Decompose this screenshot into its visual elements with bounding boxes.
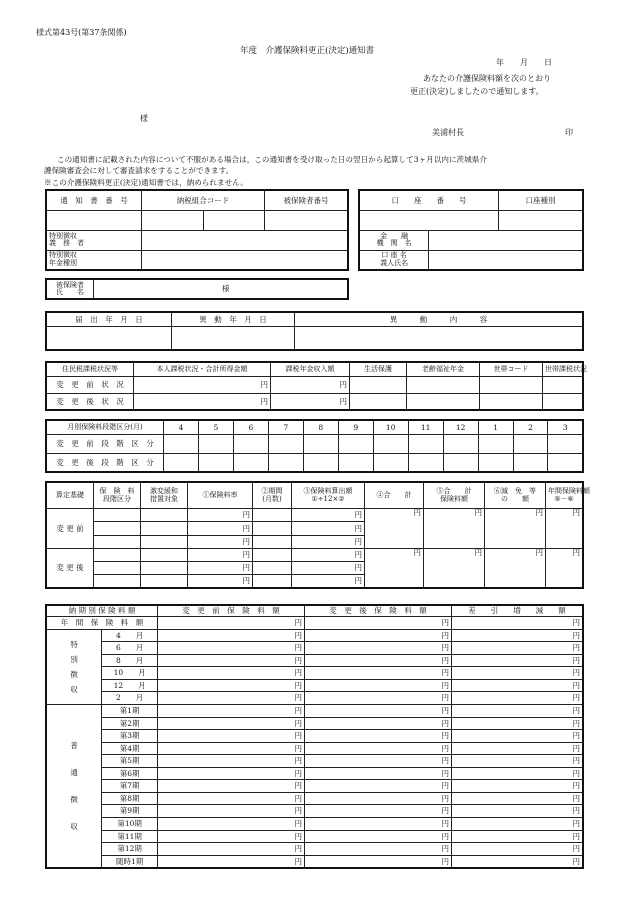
month-9: 1 — [478, 420, 513, 434]
pay-yen: 円 — [305, 818, 452, 831]
normal-char: 収 — [70, 821, 78, 831]
insured-no-header: 被保険者番号 — [265, 190, 349, 210]
pay-yen: 円 — [158, 629, 305, 642]
normal-char: 通 — [70, 767, 78, 777]
calc-header-6: ④合 計 — [365, 482, 424, 509]
notice-no-header: 通 知 書 番 号 — [46, 190, 142, 210]
account-type-header: 口座種別 — [499, 190, 584, 210]
pay-yen: 円 — [158, 730, 305, 743]
calc-yen: 円 — [424, 509, 485, 549]
special-month-5: 2 月 — [102, 692, 158, 705]
pay-yen: 円 — [452, 855, 584, 868]
normal-period-8: 第9期 — [102, 805, 158, 818]
filing-date-header: 届 出 年 月 日 — [46, 312, 172, 326]
calc-yen: 円 — [188, 535, 253, 548]
month-2: 6 — [233, 420, 268, 434]
pay-yen: 円 — [452, 730, 584, 743]
pay-yen: 円 — [452, 780, 584, 793]
pay-yen: 円 — [305, 730, 452, 743]
change-history-table — [45, 311, 584, 351]
grade-before-label: 変 更 前 段 階 区 分 — [46, 434, 164, 453]
month-11: 3 — [548, 420, 583, 434]
special-obligor-label: 特別徴収 義 務 者 — [46, 230, 142, 250]
pay-yen: 円 — [452, 818, 584, 831]
calc-header-3: ①保険料率 — [188, 482, 253, 509]
calc-yen: 円 — [365, 548, 424, 588]
tax-code-header: 納税組合コード — [142, 190, 265, 210]
pay-yen: 円 — [158, 717, 305, 730]
annual-after: 円 — [305, 617, 452, 630]
pay-yen: 円 — [305, 805, 452, 818]
status-after-income: 円 — [134, 393, 271, 410]
month-1: 5 — [198, 420, 233, 434]
notice-no-value — [46, 210, 142, 230]
normal-collection-label — [46, 704, 102, 868]
normal-period-4: 第5期 — [102, 755, 158, 768]
bank-info-table — [358, 189, 584, 271]
status-header-6: 世帯課税状況 — [543, 362, 584, 376]
calc-yen: 円 — [292, 522, 365, 535]
calc-header-8: ⑥減 免 等 の 額 — [485, 482, 546, 509]
pay-yen: 円 — [158, 855, 305, 868]
appeal-text-1: この通知書に記載された内容について不服がある場合は，この通知書を受け取った日の翌日から起算して3ヶ月以内に茨城県介 — [57, 155, 487, 164]
normal-period-11: 第12期 — [102, 843, 158, 856]
special-collection-label — [46, 629, 102, 704]
calc-before-label: 変 更 前 — [46, 509, 94, 549]
insured-name-value — [94, 279, 349, 299]
filing-date-value — [46, 326, 172, 350]
calc-yen: 円 — [292, 562, 365, 575]
pay-yen: 円 — [158, 704, 305, 717]
normal-period-6: 第7期 — [102, 780, 158, 793]
change-content-value — [295, 326, 584, 350]
month-6: 10 — [373, 420, 408, 434]
normal-period-10: 第11期 — [102, 830, 158, 843]
payment-header-1: 変 更 前 保 険 料 額 — [158, 605, 305, 617]
special-pension-value — [142, 250, 349, 270]
account-type-value — [499, 210, 584, 230]
pay-yen: 円 — [305, 830, 452, 843]
pay-yen: 円 — [158, 755, 305, 768]
pay-yen: 円 — [452, 642, 584, 655]
account-no-value — [359, 210, 499, 230]
calc-header-2: 激変緩和 措置対象 — [141, 482, 188, 509]
normal-period-3: 第4期 — [102, 742, 158, 755]
pay-yen: 円 — [452, 805, 584, 818]
special-month-0: 4 月 — [102, 629, 158, 642]
payment-note: ※この介護保険料更正(決定)通知書では，納められません。 — [44, 178, 248, 187]
pay-yen: 円 — [452, 692, 584, 705]
month-10: 2 — [513, 420, 548, 434]
pay-yen: 円 — [305, 717, 452, 730]
calc-header-4: ②期間 (月数) — [253, 482, 292, 509]
pay-yen: 円 — [452, 704, 584, 717]
pay-yen: 円 — [305, 629, 452, 642]
status-header-1: 本人課税状況・合計所得金額 — [134, 362, 271, 376]
calc-yen: 円 — [424, 548, 485, 588]
annual-before: 円 — [158, 617, 305, 630]
account-holder-label: 口 座 名 義人氏名 — [359, 250, 429, 270]
insured-no-value — [265, 210, 349, 230]
pay-yen: 円 — [305, 692, 452, 705]
document-title: 年度 介護保険料更正(決定)通知書 — [240, 46, 375, 56]
calc-yen: 円 — [292, 548, 365, 561]
calc-header-7: ⑤合 計 保険料額 — [424, 482, 485, 509]
normal-char: 徴 — [70, 794, 78, 804]
special-char: 別 — [70, 654, 78, 664]
month-3: 7 — [268, 420, 303, 434]
issue-date: 年 月 日 — [496, 58, 552, 67]
calc-header-1: 保 険 料 段階区分 — [94, 482, 141, 509]
calc-yen: 円 — [188, 575, 253, 588]
pay-yen: 円 — [305, 642, 452, 655]
insured-name-table — [45, 278, 349, 300]
pay-yen: 円 — [305, 780, 452, 793]
pay-yen: 円 — [158, 679, 305, 692]
special-month-4: 12 月 — [102, 679, 158, 692]
normal-period-1: 第2期 — [102, 717, 158, 730]
pay-yen: 円 — [305, 742, 452, 755]
special-char: 特 — [70, 639, 78, 649]
calc-yen: 円 — [292, 509, 365, 522]
pay-yen: 円 — [452, 767, 584, 780]
status-row-before: 変 更 前 状 況 — [46, 376, 134, 393]
calc-yen: 円 — [485, 509, 546, 549]
grade-after-label: 変 更 後 段 階 区 分 — [46, 453, 164, 472]
pay-yen: 円 — [158, 654, 305, 667]
status-before-pension: 円 — [271, 376, 350, 393]
status-header-0: 住民税課税状況等 — [46, 362, 134, 376]
special-month-1: 6 月 — [102, 642, 158, 655]
change-date-header: 異 動 年 月 日 — [172, 312, 295, 326]
special-pension-label: 特別徴収 年金種別 — [46, 250, 142, 270]
normal-char: 普 — [70, 740, 78, 750]
special-month-3: 10 月 — [102, 667, 158, 680]
normal-period-9: 第10期 — [102, 818, 158, 831]
calc-yen: 円 — [546, 548, 584, 588]
pay-yen: 円 — [452, 629, 584, 642]
payment-header-2: 変 更 後 保 険 料 額 — [305, 605, 452, 617]
pay-yen: 円 — [305, 843, 452, 856]
pay-yen: 円 — [158, 767, 305, 780]
calc-header-0: 算定基礎 — [46, 482, 94, 509]
calc-yen: 円 — [188, 522, 253, 535]
pay-yen: 円 — [305, 704, 452, 717]
pay-yen: 円 — [452, 742, 584, 755]
bank-value — [429, 230, 583, 250]
notice-line-2: 更正(決定)しましたので通知します。 — [410, 87, 544, 96]
change-date-value — [172, 326, 295, 350]
calc-header-9: 年間保険料額 ⑤－⑥ — [546, 482, 584, 509]
special-char: 徴 — [70, 669, 78, 679]
addressee-sama: 様 — [140, 114, 148, 123]
calc-yen: 円 — [546, 509, 584, 549]
pay-yen: 円 — [158, 830, 305, 843]
pay-yen: 円 — [305, 679, 452, 692]
pay-yen: 円 — [305, 755, 452, 768]
pay-yen: 円 — [305, 767, 452, 780]
pay-yen: 円 — [452, 843, 584, 856]
notice-line-1: あなたの介護保険料額を次のとおり — [423, 74, 551, 83]
month-0: 4 — [164, 420, 199, 434]
normal-period-0: 第1期 — [102, 704, 158, 717]
normal-period-2: 第3期 — [102, 730, 158, 743]
pay-yen: 円 — [452, 717, 584, 730]
calculation-table — [45, 481, 590, 589]
pay-yen: 円 — [158, 642, 305, 655]
status-header-4: 老齢福祉年金 — [407, 362, 480, 376]
calc-yen: 円 — [292, 535, 365, 548]
pay-yen: 円 — [158, 805, 305, 818]
pay-yen: 円 — [158, 667, 305, 680]
pay-yen: 円 — [452, 830, 584, 843]
pay-yen: 円 — [305, 654, 452, 667]
month-7: 11 — [408, 420, 443, 434]
account-no-header: 口 座 番 号 — [359, 190, 499, 210]
tax-code-value-2 — [203, 210, 265, 230]
tax-status-table — [45, 361, 587, 411]
calc-yen: 円 — [365, 509, 424, 549]
pay-yen: 円 — [305, 792, 452, 805]
monthly-header: 月別保険料段階区分(月) — [46, 420, 164, 434]
form-id: 様式第43号(第37条関係) — [36, 28, 127, 37]
pay-yen: 円 — [452, 755, 584, 768]
status-after-pension: 円 — [271, 393, 350, 410]
pay-yen: 円 — [452, 792, 584, 805]
issuer-name: 美浦村長 — [432, 128, 464, 137]
insured-name-label: 被保険者 氏 名 — [46, 279, 94, 299]
seal-mark: 印 — [565, 128, 573, 137]
special-char: 収 — [70, 684, 78, 694]
pay-yen: 円 — [158, 843, 305, 856]
pay-yen: 円 — [305, 855, 452, 868]
month-4: 8 — [303, 420, 338, 434]
pay-yen: 円 — [452, 654, 584, 667]
status-header-2: 課税年金収入額 — [271, 362, 350, 376]
change-content-header: 異 動 内 容 — [295, 312, 584, 326]
pay-yen: 円 — [452, 679, 584, 692]
calc-yen: 円 — [188, 509, 253, 522]
status-row-after: 変 更 後 状 況 — [46, 393, 134, 410]
annual-label: 年 間 保 険 料 額 — [46, 617, 158, 630]
annual-diff: 円 — [452, 617, 584, 630]
special-month-2: 8 月 — [102, 654, 158, 667]
calc-after-label: 変 更 後 — [46, 548, 94, 588]
tax-code-value — [142, 210, 204, 230]
calc-yen: 円 — [292, 575, 365, 588]
payment-header-0: 納 期 別 保 険 料 額 — [46, 605, 158, 617]
pay-yen: 円 — [158, 792, 305, 805]
account-holder-value — [429, 250, 583, 270]
normal-period-12: 随時1期 — [102, 855, 158, 868]
payment-table — [45, 604, 584, 869]
pay-yen: 円 — [158, 742, 305, 755]
status-header-3: 生活保護 — [350, 362, 407, 376]
calc-yen: 円 — [188, 562, 253, 575]
pay-yen: 円 — [305, 667, 452, 680]
normal-period-7: 第8期 — [102, 792, 158, 805]
calc-yen: 円 — [485, 548, 546, 588]
normal-period-5: 第6期 — [102, 767, 158, 780]
notice-info-table — [45, 189, 349, 271]
status-before-income: 円 — [134, 376, 271, 393]
pay-yen: 円 — [158, 818, 305, 831]
calc-header-5: ③保険料算出額 ①÷12×② — [292, 482, 365, 509]
month-8: 12 — [443, 420, 478, 434]
appeal-text-2: 護保険審査会に対して審査請求をすることができます。 — [44, 166, 234, 175]
calc-yen: 円 — [188, 548, 253, 561]
pay-yen: 円 — [452, 667, 584, 680]
bank-label: 金 融 機 関 名 — [359, 230, 429, 250]
pay-yen: 円 — [158, 692, 305, 705]
monthly-grade-table — [45, 419, 584, 473]
month-5: 9 — [338, 420, 373, 434]
special-obligor-value — [142, 230, 349, 250]
insured-sama: 様 — [222, 284, 230, 294]
status-header-5: 世帯コード — [480, 362, 543, 376]
payment-header-3: 差 引 増 減 額 — [452, 605, 584, 617]
pay-yen: 円 — [158, 780, 305, 793]
